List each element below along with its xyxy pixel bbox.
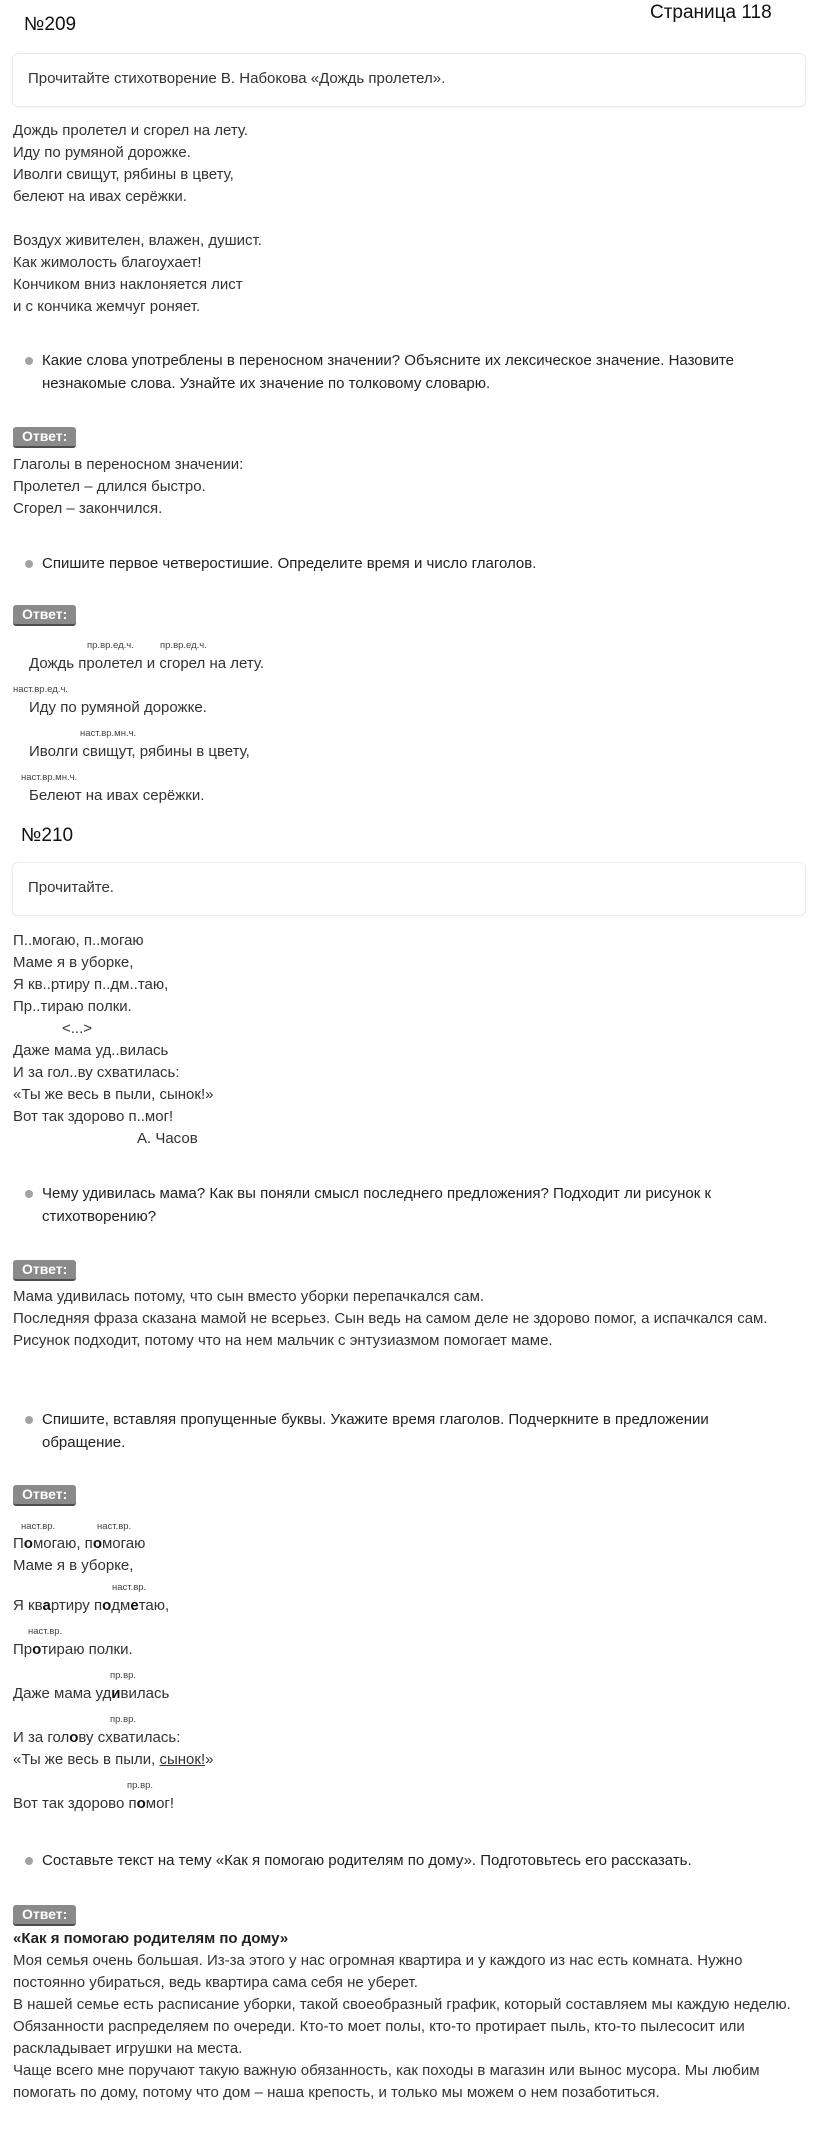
answer-line bbox=[13, 1727, 180, 1749]
text-part: «Ты же весь в пыли, bbox=[13, 1751, 160, 1768]
text-part: дм bbox=[111, 1597, 131, 1614]
poem-line: Дождь пролетел и сгорел на лету. bbox=[13, 122, 249, 139]
answer-line bbox=[13, 1793, 174, 1815]
text-part: ву схватилась: bbox=[78, 1729, 181, 1746]
poem-line: «Ты же весь в пыли, сынок!» bbox=[13, 1086, 214, 1103]
task-prompt-box bbox=[12, 862, 806, 916]
poem-line: белеют на ивах серёжки. bbox=[13, 188, 187, 205]
tense-note: наст.вр. bbox=[112, 1582, 147, 1593]
answer-line bbox=[13, 1533, 145, 1555]
answer-line: Глаголы в переносном значении: bbox=[13, 456, 244, 473]
text-part: вилась bbox=[120, 1685, 170, 1702]
bullet-dot bbox=[25, 1857, 33, 1865]
answer-line: Иволги свищут, рябины в цвету, bbox=[29, 743, 250, 760]
text-part: Даже мама уд bbox=[13, 1685, 112, 1702]
task-number: №209 bbox=[24, 14, 77, 35]
inserted-letter: и bbox=[111, 1685, 121, 1702]
poem bbox=[13, 930, 213, 1150]
tense-note: пр.вр. bbox=[127, 1780, 154, 1791]
question: Спишите, вставляя пропущенные буквы. Укажите время глаголов. Подчеркните в предложении обращение. bbox=[42, 1411, 709, 1451]
poem-line: Маме я в уборке, bbox=[13, 954, 134, 971]
essay-paragraph: Обязанности распределяем по очереди. Кто-то моет полы, кто-то протирает пыль, кто-то пылесосит или раскладывает игрушки на места. bbox=[13, 2018, 745, 2057]
essay-paragraph: В нашей семье есть расписание уборки, такой своеобразный график, который составляем мы каждую неделю. bbox=[13, 1996, 791, 2013]
poem bbox=[13, 120, 262, 318]
grammar-note: наст.вр.ед.ч. bbox=[13, 684, 69, 695]
bullet-dot bbox=[25, 1190, 33, 1198]
poem-line: Иду по румяной дорожке. bbox=[13, 144, 191, 161]
grammar-note: пр.вр.ед.ч. bbox=[160, 640, 207, 651]
inserted-letter: о bbox=[32, 1641, 42, 1658]
text-part: Пр bbox=[13, 1641, 33, 1658]
inserted-letter: о bbox=[136, 1795, 146, 1812]
bullet-dot bbox=[25, 357, 33, 365]
tense-note: наст.вр. bbox=[28, 1626, 63, 1637]
answer-line: Сгорел – закончился. bbox=[13, 500, 163, 517]
question: Какие слова употреблены в переносном значении? Объясните их лексическое значение. Назовите незнакомые слова. Узнайте их значение по толковому словарю. bbox=[42, 352, 735, 392]
poem-line: Я кв..ртиру п..дм..таю, bbox=[13, 976, 169, 993]
poem-line: И за гол..ву схватилась: bbox=[13, 1064, 180, 1081]
tense-note: пр.вр. bbox=[110, 1714, 137, 1725]
poem-line: Даже мама уд..вилась bbox=[13, 1042, 169, 1059]
inserted-letter: е bbox=[130, 1597, 139, 1614]
poem-line: Иволги свищут, рябины в цвету, bbox=[13, 166, 234, 183]
answer-line: Маме я в уборке, bbox=[13, 1557, 134, 1574]
grammar-note: пр.вр.ед.ч. bbox=[87, 640, 134, 651]
poem-line: Вот так здорово п..мог! bbox=[13, 1108, 174, 1125]
task-prompt: Прочитайте. bbox=[28, 879, 114, 896]
poem-line: и с кончика жемчуг роняет. bbox=[13, 298, 201, 315]
essay-title: «Как я помогаю родителям по дому» bbox=[13, 1930, 289, 1947]
answer-paragraph: Мама удивилась потому, что сын вместо уборки перепачкался сам. bbox=[13, 1288, 485, 1305]
grammar-note: наст.вр.мн.ч. bbox=[21, 772, 78, 783]
inserted-letter: о bbox=[69, 1729, 79, 1746]
bullet-dot bbox=[25, 560, 33, 568]
text-part: ртиру п bbox=[50, 1597, 103, 1614]
answer-paragraph: Последняя фраза сказана мамой не всерьез. Сын ведь на самом деле не здорово помог, а испачкался сам. bbox=[13, 1310, 768, 1327]
grammar-note: наст.вр.мн.ч. bbox=[80, 728, 137, 739]
poem-line: Воздух живителен, влажен, душист. bbox=[13, 232, 262, 249]
text-part: тираю полки. bbox=[41, 1641, 133, 1658]
answer-line: Пролетел – длился быстро. bbox=[13, 478, 206, 495]
inserted-letter: о bbox=[102, 1597, 112, 1614]
bullet-dot bbox=[25, 1416, 33, 1424]
text-part: » bbox=[205, 1751, 214, 1768]
poem-author: А. Часов bbox=[137, 1130, 198, 1147]
answer-badge: Ответ: bbox=[13, 605, 76, 626]
poem-line: Как жимолость благоухает! bbox=[13, 254, 202, 271]
text-part: могаю, п bbox=[32, 1535, 93, 1552]
answer-text bbox=[13, 1286, 793, 1352]
answer-line: Дождь пролетел и сгорел на лету. bbox=[29, 655, 265, 672]
text-part: П bbox=[13, 1535, 24, 1552]
poem-line: Кончиком вниз наклоняется лист bbox=[13, 276, 243, 293]
answer-line bbox=[13, 1595, 169, 1617]
question: Спишите первое четверостишие. Определите время и число глаголов. bbox=[42, 555, 537, 572]
poem-stanza-gap bbox=[13, 208, 262, 230]
page-number: Страница 118 bbox=[650, 2, 772, 23]
inserted-letter: о bbox=[92, 1535, 102, 1552]
answer-line bbox=[13, 1749, 213, 1771]
tense-note: наст.вр. bbox=[97, 1521, 132, 1532]
answer-badge: Ответ: bbox=[13, 1485, 76, 1506]
answer-line: Белеют на ивах серёжки. bbox=[29, 787, 205, 804]
answer-badge: Ответ: bbox=[13, 427, 76, 448]
task-prompt-box bbox=[12, 53, 806, 107]
answer-badge: Ответ: bbox=[13, 1260, 76, 1281]
answer-line bbox=[13, 1683, 169, 1705]
answer-badge: Ответ: bbox=[13, 1905, 76, 1926]
essay-paragraph: Чаще всего мне поручают такую важную обязанность, как походы в магазин или вынос мусора. Мы любим помогать по дому, потому что дом – наша крепость, и только мы можем о нем позаботиться. bbox=[13, 2062, 760, 2101]
answer-line bbox=[13, 1639, 133, 1661]
essay-paragraph: Моя семья очень большая. Из-за этого у нас огромная квартира и у каждого из нас есть комната. Нужно постоянно убираться, ведь квартира сама себя не уберет. bbox=[13, 1952, 743, 1991]
text-part: Вот так здорово п bbox=[13, 1795, 137, 1812]
question: Составьте текст на тему «Как я помогаю родителям по дому». Подготовьтесь его рассказать. bbox=[42, 1852, 692, 1869]
poem-line: П..могаю, п..могаю bbox=[13, 932, 144, 949]
poem-omission: <...> bbox=[62, 1020, 93, 1037]
text-part: И за гол bbox=[13, 1729, 70, 1746]
text-part: таю, bbox=[138, 1597, 170, 1614]
text-part: мог! bbox=[145, 1795, 175, 1812]
answer-text bbox=[13, 454, 243, 520]
text-part: могаю bbox=[101, 1535, 146, 1552]
essay-text bbox=[13, 1950, 793, 2104]
task-prompt: Прочитайте стихотворение В. Набокова «Дождь пролетел». bbox=[28, 70, 446, 87]
task-number: №210 bbox=[21, 825, 74, 846]
answer-line: Иду по румяной дорожке. bbox=[29, 699, 207, 716]
question: Чему удивилась мама? Как вы поняли смысл последнего предложения? Подходит ли рисунок к стихотворению? bbox=[42, 1185, 712, 1225]
tense-note: пр.вр. bbox=[110, 1670, 137, 1681]
answer-paragraph: Рисунок подходит, потому что на нем мальчик с энтузиазмом помогает маме. bbox=[13, 1332, 553, 1349]
inserted-letter: а bbox=[42, 1597, 51, 1614]
address-underlined: сынок! bbox=[159, 1751, 206, 1768]
inserted-letter: о bbox=[23, 1535, 33, 1552]
poem-line: Пр..тираю полки. bbox=[13, 998, 132, 1015]
tense-note: наст.вр. bbox=[21, 1521, 56, 1532]
text-part: Я кв bbox=[13, 1597, 43, 1614]
